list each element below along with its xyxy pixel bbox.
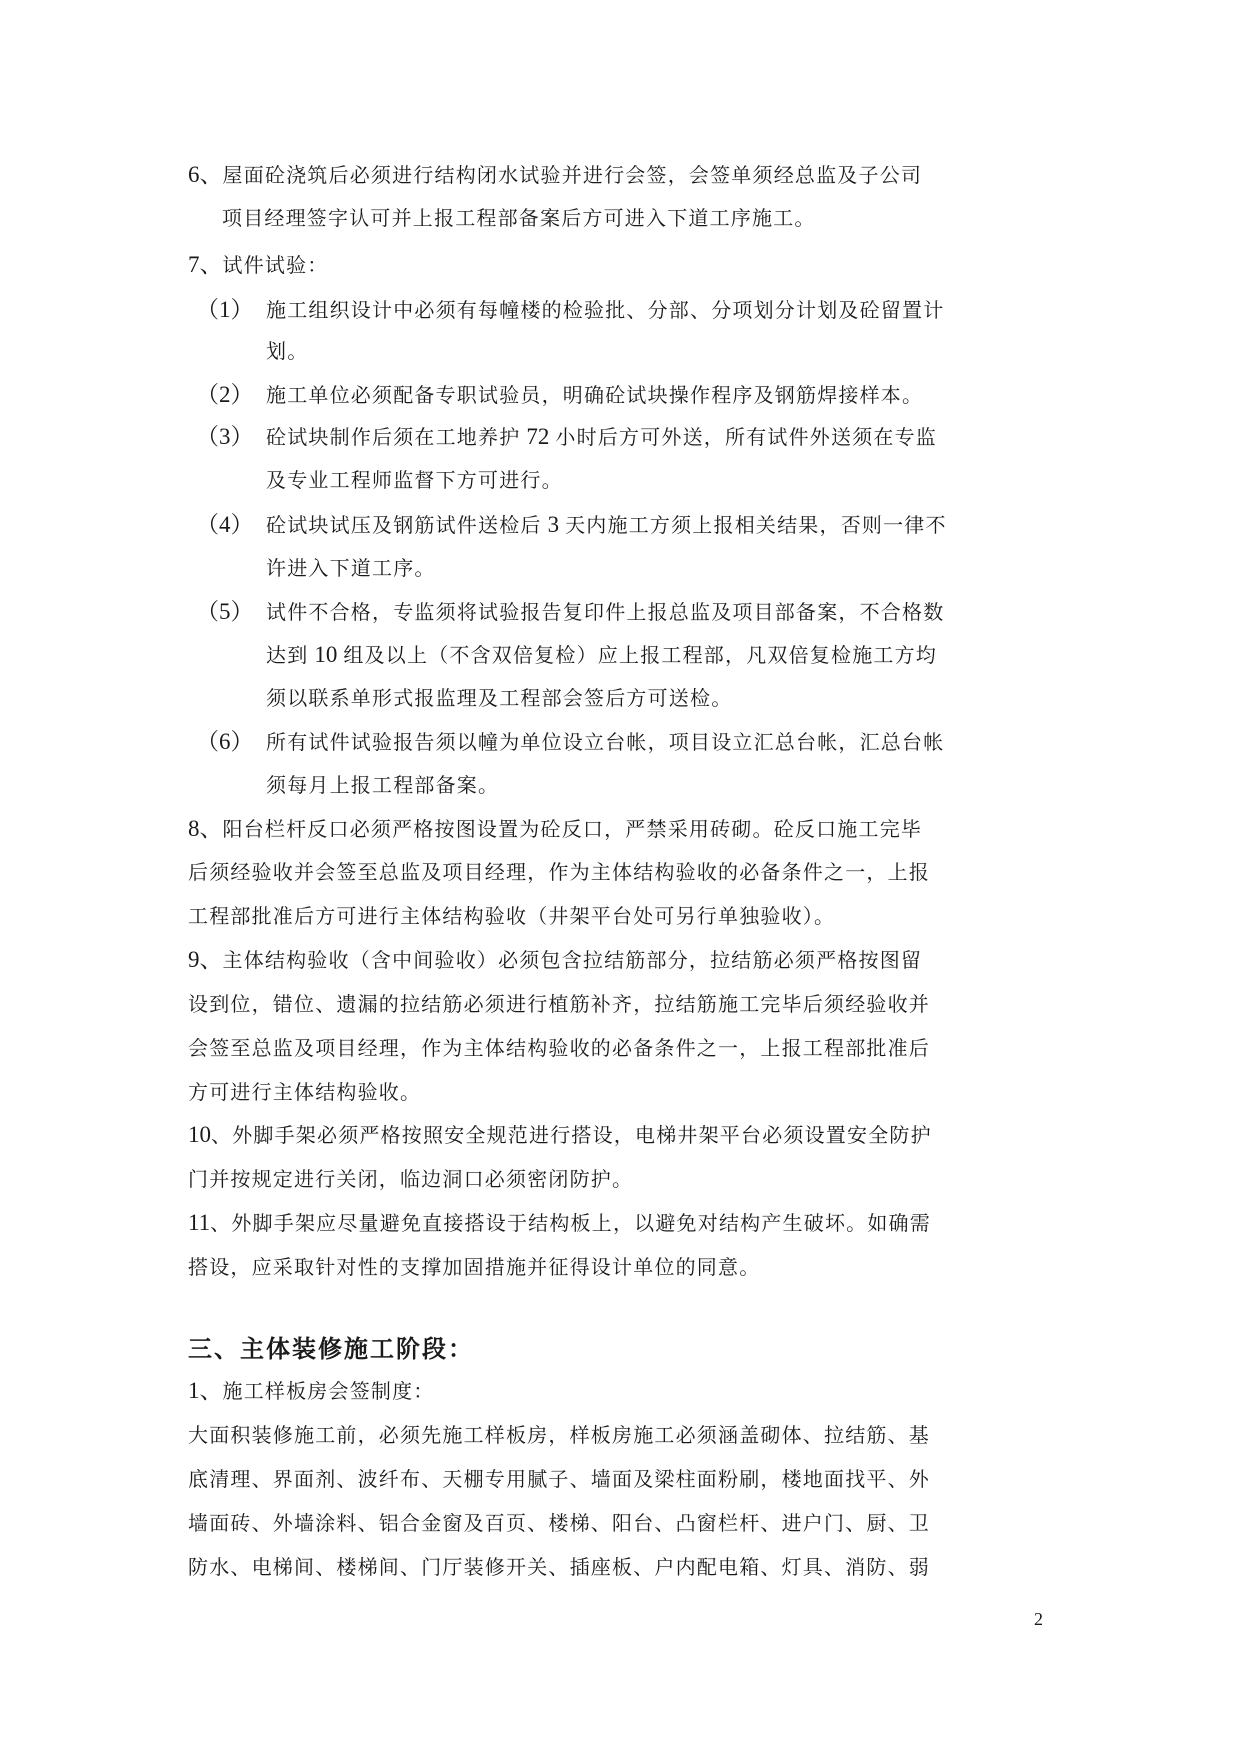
section-3-item-1-line-3: 墙面砖、外墙涂料、铝合金窗及百页、楼梯、阳台、凸窗栏杆、进户门、厨、卫 xyxy=(188,1511,930,1535)
item-8-line-1: 8、阳台栏杆反口必须严格按图设置为砼反口，严禁采用砖砌。砼反口施工完毕 xyxy=(188,816,923,841)
item-7-6-line-1: （6） 所有试件试验报告须以幢为单位设立台帐，项目设立汇总台帐，汇总台帐 xyxy=(196,729,945,754)
item-10-line-2: 门并按规定进行关闭，临边洞口必须密闭防护。 xyxy=(188,1167,634,1191)
page-number: 2 xyxy=(1034,1609,1043,1629)
item-9-line-1: 9、主体结构验收（含中间验收）必须包含拉结筋部分，拉结筋必须严格按图留 xyxy=(188,947,923,972)
item-11-line-2: 搭设，应采取针对性的支撑加固措施并征得设计单位的同意。 xyxy=(188,1255,761,1279)
item-7-1-line-1: （1） 施工组织设计中必须有每幢楼的检验批、分部、分项划分计划及砼留置计 xyxy=(196,297,945,322)
item-11-line-1: 11、外脚手架应尽量避免直接搭设于结构板上，以避免对结构产生破坏。如确需 xyxy=(188,1210,931,1235)
item-7-3-line-1: （3） 砼试块制作后须在工地养护 72 小时后方可外送，所有试件外送须在专监 xyxy=(196,424,938,449)
item-7-5-line-1: （5） 试件不合格，专监须将试验报告复印件上报总监及项目部备案，不合格数 xyxy=(196,599,945,624)
item-8-line-2: 后须经验收并会签至总监及项目经理，作为主体结构验收的必备条件之一，上报 xyxy=(188,860,930,884)
item-9-line-2: 设到位，错位、遗漏的拉结筋必须进行植筋补齐，拉结筋施工完毕后须经验收并 xyxy=(188,992,930,1016)
item-7-title: 7、试件试验： xyxy=(188,252,329,277)
item-6-line-2: 项目经理签字认可并上报工程部备案后方可进入下道工序施工。 xyxy=(222,206,816,230)
item-7-1-line-2: 划。 xyxy=(266,339,309,363)
item-10-line-1: 10、外脚手架必须严格按照安全规范进行搭设，电梯井架平台必须设置安全防护 xyxy=(188,1122,932,1147)
item-7-4-line-1: （4） 砼试块试压及钢筋试件送检后 3 天内施工方须上报相关结果，否则一律不 xyxy=(196,512,947,537)
section-3-heading: 三、主体装修施工阶段： xyxy=(188,1335,474,1363)
section-3-item-1-line-2: 底清理、界面剂、波纤布、天棚专用腻子、墙面及梁柱面粉刷，楼地面找平、外 xyxy=(188,1467,930,1491)
section-3-item-1-title: 1、施工样板房会签制度： xyxy=(188,1378,435,1403)
item-8-line-3: 工程部批准后方可进行主体结构验收（井架平台处可另行单独验收）。 xyxy=(188,904,836,928)
item-7-2-line-1: （2） 施工单位必须配备专职试验员，明确砼试块操作程序及钢筋焊接样本。 xyxy=(196,382,924,407)
item-7-5-line-2: 达到 10 组及以上（不含双倍复检）应上报工程部，凡双倍复检施工方均 xyxy=(266,642,938,667)
section-3-item-1-line-4: 防水、电梯间、楼梯间、门厅装修开关、插座板、户内配电箱、灯具、消防、弱 xyxy=(188,1555,930,1579)
item-6-line-1: 6、屋面砼浇筑后必须进行结构闭水试验并进行会签，会签单须经总监及子公司 xyxy=(188,162,923,187)
item-7-4-line-2: 许进入下道工序。 xyxy=(266,556,436,580)
item-7-6-line-2: 须每月上报工程部备案。 xyxy=(266,773,500,797)
item-9-line-3: 会签至总监及项目经理，作为主体结构验收的必备条件之一，上报工程部批准后 xyxy=(188,1036,930,1060)
item-7-5-line-3: 须以联系单形式报监理及工程部会签后方可送检。 xyxy=(266,686,733,710)
section-3-item-1-line-1: 大面积装修施工前，必须先施工样板房，样板房施工必须涵盖砌体、拉结筋、基 xyxy=(188,1423,930,1447)
item-7-3-line-2: 及专业工程师监督下方可进行。 xyxy=(266,468,563,492)
item-9-line-4: 方可进行主体结构验收。 xyxy=(188,1080,422,1104)
